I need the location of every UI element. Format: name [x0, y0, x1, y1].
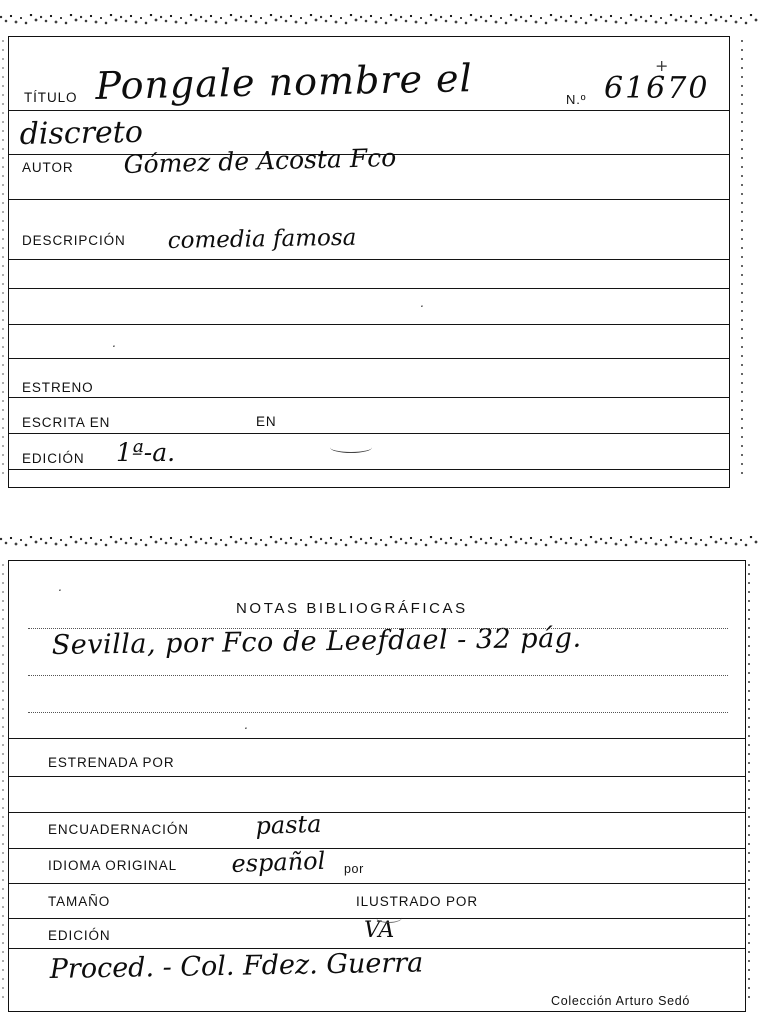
catalog-card-front [0, 14, 759, 502]
back-rule-7 [9, 848, 746, 849]
value-notas: Sevilla, por Fco de Leefdael - 32 pág. [51, 622, 582, 661]
value-idioma-original: español [231, 846, 326, 878]
ink-arc-mark [330, 442, 372, 453]
label-titulo: TÍTULO [24, 90, 78, 105]
card-front-left-edge-marks [2, 40, 4, 480]
back-rule-6 [9, 812, 746, 813]
front-rule-1 [9, 110, 729, 111]
back-rule-1 [28, 628, 728, 629]
front-rule-4 [9, 259, 729, 260]
back-rule-8 [9, 883, 746, 884]
label-autor: AUTOR [22, 160, 74, 175]
ink-speck-2: . [112, 336, 116, 350]
label-escrita-en-secondary: EN [256, 414, 277, 429]
back-ink-speck-1: . [244, 718, 248, 732]
card-back-right-edge-marks [748, 564, 750, 1004]
collection-credit: Colección Arturo Sedó [551, 994, 691, 1008]
front-rule-10 [9, 469, 729, 470]
label-ilustrado-por: ILUSTRADO POR [356, 894, 478, 909]
plus-mark: + [655, 56, 669, 75]
label-escrita-en: ESCRITA EN [22, 415, 111, 430]
label-numero: N.º [566, 92, 587, 107]
back-rule-2 [28, 675, 728, 676]
front-rule-7 [9, 358, 729, 359]
ink-speck-1: . [420, 296, 424, 310]
back-ink-speck-2: . [58, 580, 62, 594]
back-ink-arc-mark [376, 912, 402, 923]
front-rule-3 [9, 199, 729, 200]
label-edicion: EDICIÓN [22, 451, 85, 466]
value-edicion: 1ª-a. [116, 438, 176, 467]
back-rule-5 [9, 776, 746, 777]
value-descripcion: comedia famosa [167, 224, 357, 254]
front-rule-5 [9, 288, 729, 289]
value-edicion-back: VA [364, 918, 395, 943]
value-autor: Gómez de Acosta Fco [123, 142, 397, 179]
value-numero: 61670 [604, 71, 710, 106]
value-titulo-line2: discreto [19, 114, 144, 152]
label-edicion-back: EDICIÓN [48, 928, 111, 943]
front-rule-9 [9, 433, 729, 434]
value-titulo-line1: Pongale nombre el [95, 56, 474, 108]
front-rule-8 [9, 397, 729, 398]
label-descripcion: DESCRIPCIÓN [22, 233, 126, 248]
card-back-top-grain [0, 536, 759, 547]
card-front-right-edge-marks [741, 40, 743, 480]
notas-bibliograficas-heading: NOTAS BIBLIOGRÁFICAS [236, 600, 468, 617]
value-bottom-note: Proced. - Col. Fdez. Guerra [49, 947, 424, 985]
label-encuadernacion: ENCUADERNACIÓN [48, 822, 189, 837]
back-rule-4 [9, 738, 746, 739]
label-por: por [344, 862, 364, 876]
catalog-card-back [0, 536, 759, 1028]
label-idioma-original: IDIOMA ORIGINAL [48, 858, 178, 873]
label-estrenada-por: ESTRENADA POR [48, 755, 175, 770]
card-front-top-grain [0, 14, 759, 25]
card-back-left-edge-marks [2, 564, 4, 1004]
front-rule-6 [9, 324, 729, 325]
label-estreno: ESTRENO [22, 380, 94, 395]
label-tamano: TAMAÑO [48, 894, 111, 909]
back-rule-3 [28, 712, 728, 713]
value-encuadernacion: pasta [255, 809, 322, 840]
